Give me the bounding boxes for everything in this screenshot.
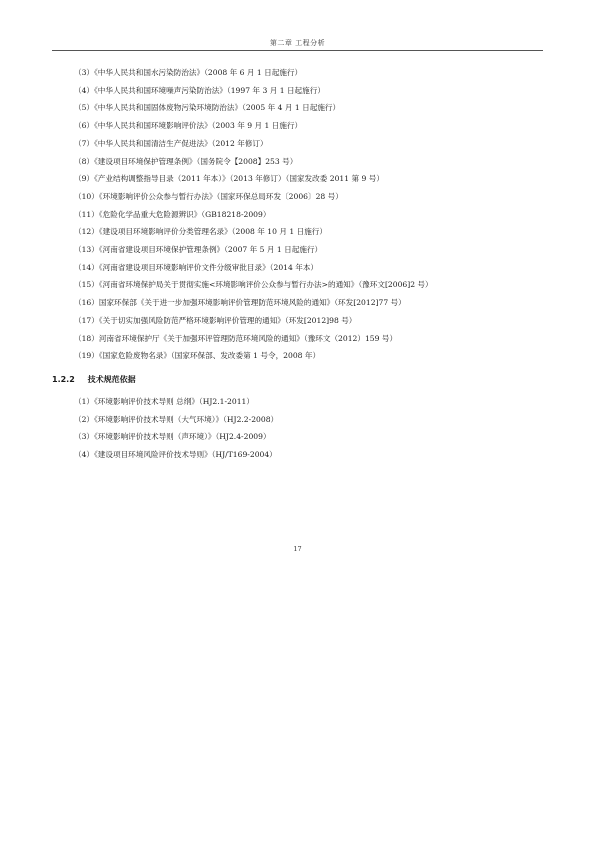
list-item: （13）《河南省建设项目环境保护管理条例》（2007 年 5 月 1 日起施行）: [74, 245, 323, 255]
list-item: （3）《中华人民共和国水污染防治法》（2008 年 6 月 1 日起施行）: [74, 68, 303, 77]
list-item: （5）《中华人民共和国固体废物污染环境防治法》（2005 年 4 月 1 日起施行）: [74, 103, 341, 113]
list-item: （3）《环境影响评价技术导则（声环境）》（HJ2.4-2009）: [74, 432, 271, 442]
document-body: [52, 64, 545, 464]
list-item: （12）《建设项目环境影响评价分类管理名录》（2008 年 10 月 1 日施行）: [74, 227, 327, 237]
list-item: （4）《建设项目环境风险评价技术导则》（HJ/T169-2004）: [74, 450, 277, 460]
list-item: （2）《环境影响评价技术导则（大气环境）》（HJ2.2-2008）: [74, 414, 279, 424]
list-item: （10）《环境影响评价公众参与暂行办法》（国家环保总局环发〔2006〕28 号）: [74, 191, 343, 201]
list-item: （9）《产业结构调整指导目录（2011 年本）》（2013 年修订）（国家发改委 2011 第 9 号）: [74, 174, 384, 184]
list-item: （19）《国家危险废物名录》（国家环保部、发改委第 1 号令，2008 年）: [74, 351, 321, 361]
list-item: （15）《河南省环境保护局关于贯彻实施<环境影响评价公众参与暂行办法>的通知》（豫环文[2006]2 号）: [74, 280, 433, 290]
list-item: （14）《河南省建设项目环境影响评价文件分级审批目录》（2014 年本）: [74, 262, 319, 272]
list-item: （18）河南省环境保护厅《关于加强环评管理防范环境风险的通知》（豫环文（2012）159 号）: [74, 333, 398, 343]
section-number: 1.2.2: [52, 374, 75, 384]
list-item: （16）国家环保部《关于进一步加强环境影响评价管理防范环境风险的通知》（环发[2012]77 号）: [74, 298, 406, 308]
list-item: （11）《危险化学品重大危险源辨识》（GB18218-2009）: [74, 209, 271, 219]
list-item: （17）《关于切实加强风险防范严格环境影响评价管理的通知》（环发[2012]98 号）: [74, 315, 357, 325]
running-header: 第二章 工程分析: [269, 39, 326, 47]
header-rule: [52, 50, 543, 51]
list-item: （8）《建设项目环境保护管理条例》（国务院令【2008】253 号）: [74, 156, 298, 166]
section-title: 技术规范依据: [87, 374, 136, 384]
list-item: （1）《环境影响评价技术导则 总纲》（HJ2.1-2011）: [74, 396, 254, 406]
list-item: （6）《中华人民共和国环境影响评价法》（2003 年 9 月 1 日施行）: [74, 121, 303, 131]
list-item: （7）《中华人民共和国清洁生产促进法》（2012 年修订）: [74, 138, 268, 148]
section-heading: [52, 371, 545, 389]
page-number: 17: [293, 545, 302, 553]
regulation-list: [52, 64, 545, 365]
list-item: （4）《中华人民共和国环境噪声污染防治法》（1997 年 3 月 1 日起施行）: [74, 85, 325, 95]
technical-standards-list: [52, 393, 545, 464]
